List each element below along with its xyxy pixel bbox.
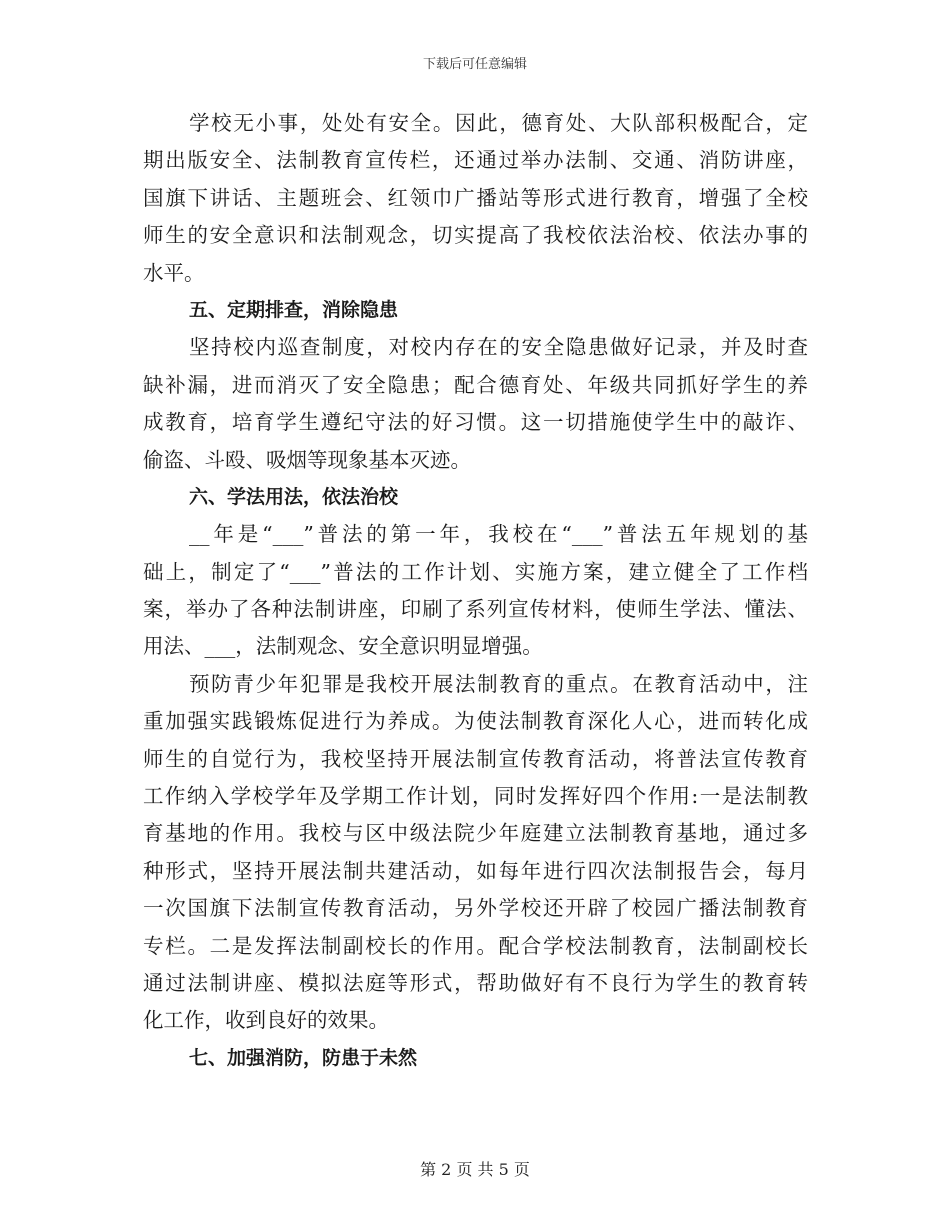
paragraph-line: 师生的自觉行为，我校坚持开展法制宣传教育活动，将普法宣传教育 xyxy=(143,746,808,771)
paragraph-line: 水平。 xyxy=(143,260,205,285)
paragraph-line: 预防青少年犯罪是我校开展法制教育的重点。在教育活动中，注 xyxy=(189,671,808,696)
document-body xyxy=(143,105,808,1077)
paragraph-line: 种形式，坚持开展法制共建活动，如每年进行四次法制报告会，每月 xyxy=(143,858,808,883)
section-heading: 六、学法用法，依法治校 xyxy=(189,485,399,508)
paragraph-line: 期出版安全、法制教育宣传栏，还通过举办法制、交通、消防讲座， xyxy=(143,148,808,173)
page-number-footer: 第 2 页 共 5 页 xyxy=(420,1160,530,1179)
paragraph-line: 育基地的作用。我校与区中级法院少年庭建立法制教育基地，通过多 xyxy=(143,821,808,846)
paragraph-line: 工作纳入学校学年及学期工作计划，同时发挥好四个作用:一是法制教 xyxy=(143,784,808,809)
paragraph-line: 学校无小事，处处有安全。因此，德育处、大队部积极配合，定 xyxy=(189,111,808,135)
paragraph-line: 偷盗、斗殴、吸烟等现象基本灭迹。 xyxy=(143,447,471,472)
paragraph-line: 础上，制定了“___”普法的工作计划、实施方案，建立健全了工作档 xyxy=(143,559,808,584)
paragraph-line: 化工作，收到良好的效果。 xyxy=(143,1008,389,1033)
paragraph-line: 通过法制讲座、模拟法庭等形式，帮助做好有不良行为学生的教育转 xyxy=(143,970,808,995)
paragraph-line: 用法、___，法制观念、安全意识明显增强。 xyxy=(143,634,543,659)
section-heading: 七、加强消防，防患于未然 xyxy=(189,1046,418,1069)
paragraph-line: 重加强实践锻炼促进行为养成。为使法制教育深化人心，进而转化成 xyxy=(143,709,808,734)
paragraph-line: 一次国旗下法制宣传教育活动，另外学校还开辟了校园广播法制教育 xyxy=(143,896,808,921)
paragraph-line: 案，举办了各种法制讲座，印刷了系列宣传材料，使师生学法、懂法、 xyxy=(143,597,808,622)
header-note: 下载后可任意编辑 xyxy=(422,57,527,72)
paragraph-line: 缺补漏，进而消灭了安全隐患；配合德育处、年级共同抓好学生的养 xyxy=(143,372,808,397)
section-heading: 五、定期排查，消除隐患 xyxy=(189,298,399,321)
paragraph-line: 专栏。二是发挥法制副校长的作用。配合学校法制教育，法制副校长 xyxy=(143,933,808,958)
paragraph-line: 师生的安全意识和法制观念，切实提高了我校依法治校、依法办事的 xyxy=(143,223,808,248)
paragraph-line: 坚持校内巡查制度，对校内存在的安全隐患做好记录，并及时查 xyxy=(189,335,808,360)
paragraph-line: 国旗下讲话、主题班会、红领巾广播站等形式进行教育，增强了全校 xyxy=(143,185,808,210)
paragraph-line: __年是“___”普法的第一年，我校在“___”普法五年规划的基 xyxy=(189,522,808,547)
paragraph-line: 成教育，培育学生遵纪守法的好习惯。这一切措施使学生中的敲诈、 xyxy=(143,410,808,435)
